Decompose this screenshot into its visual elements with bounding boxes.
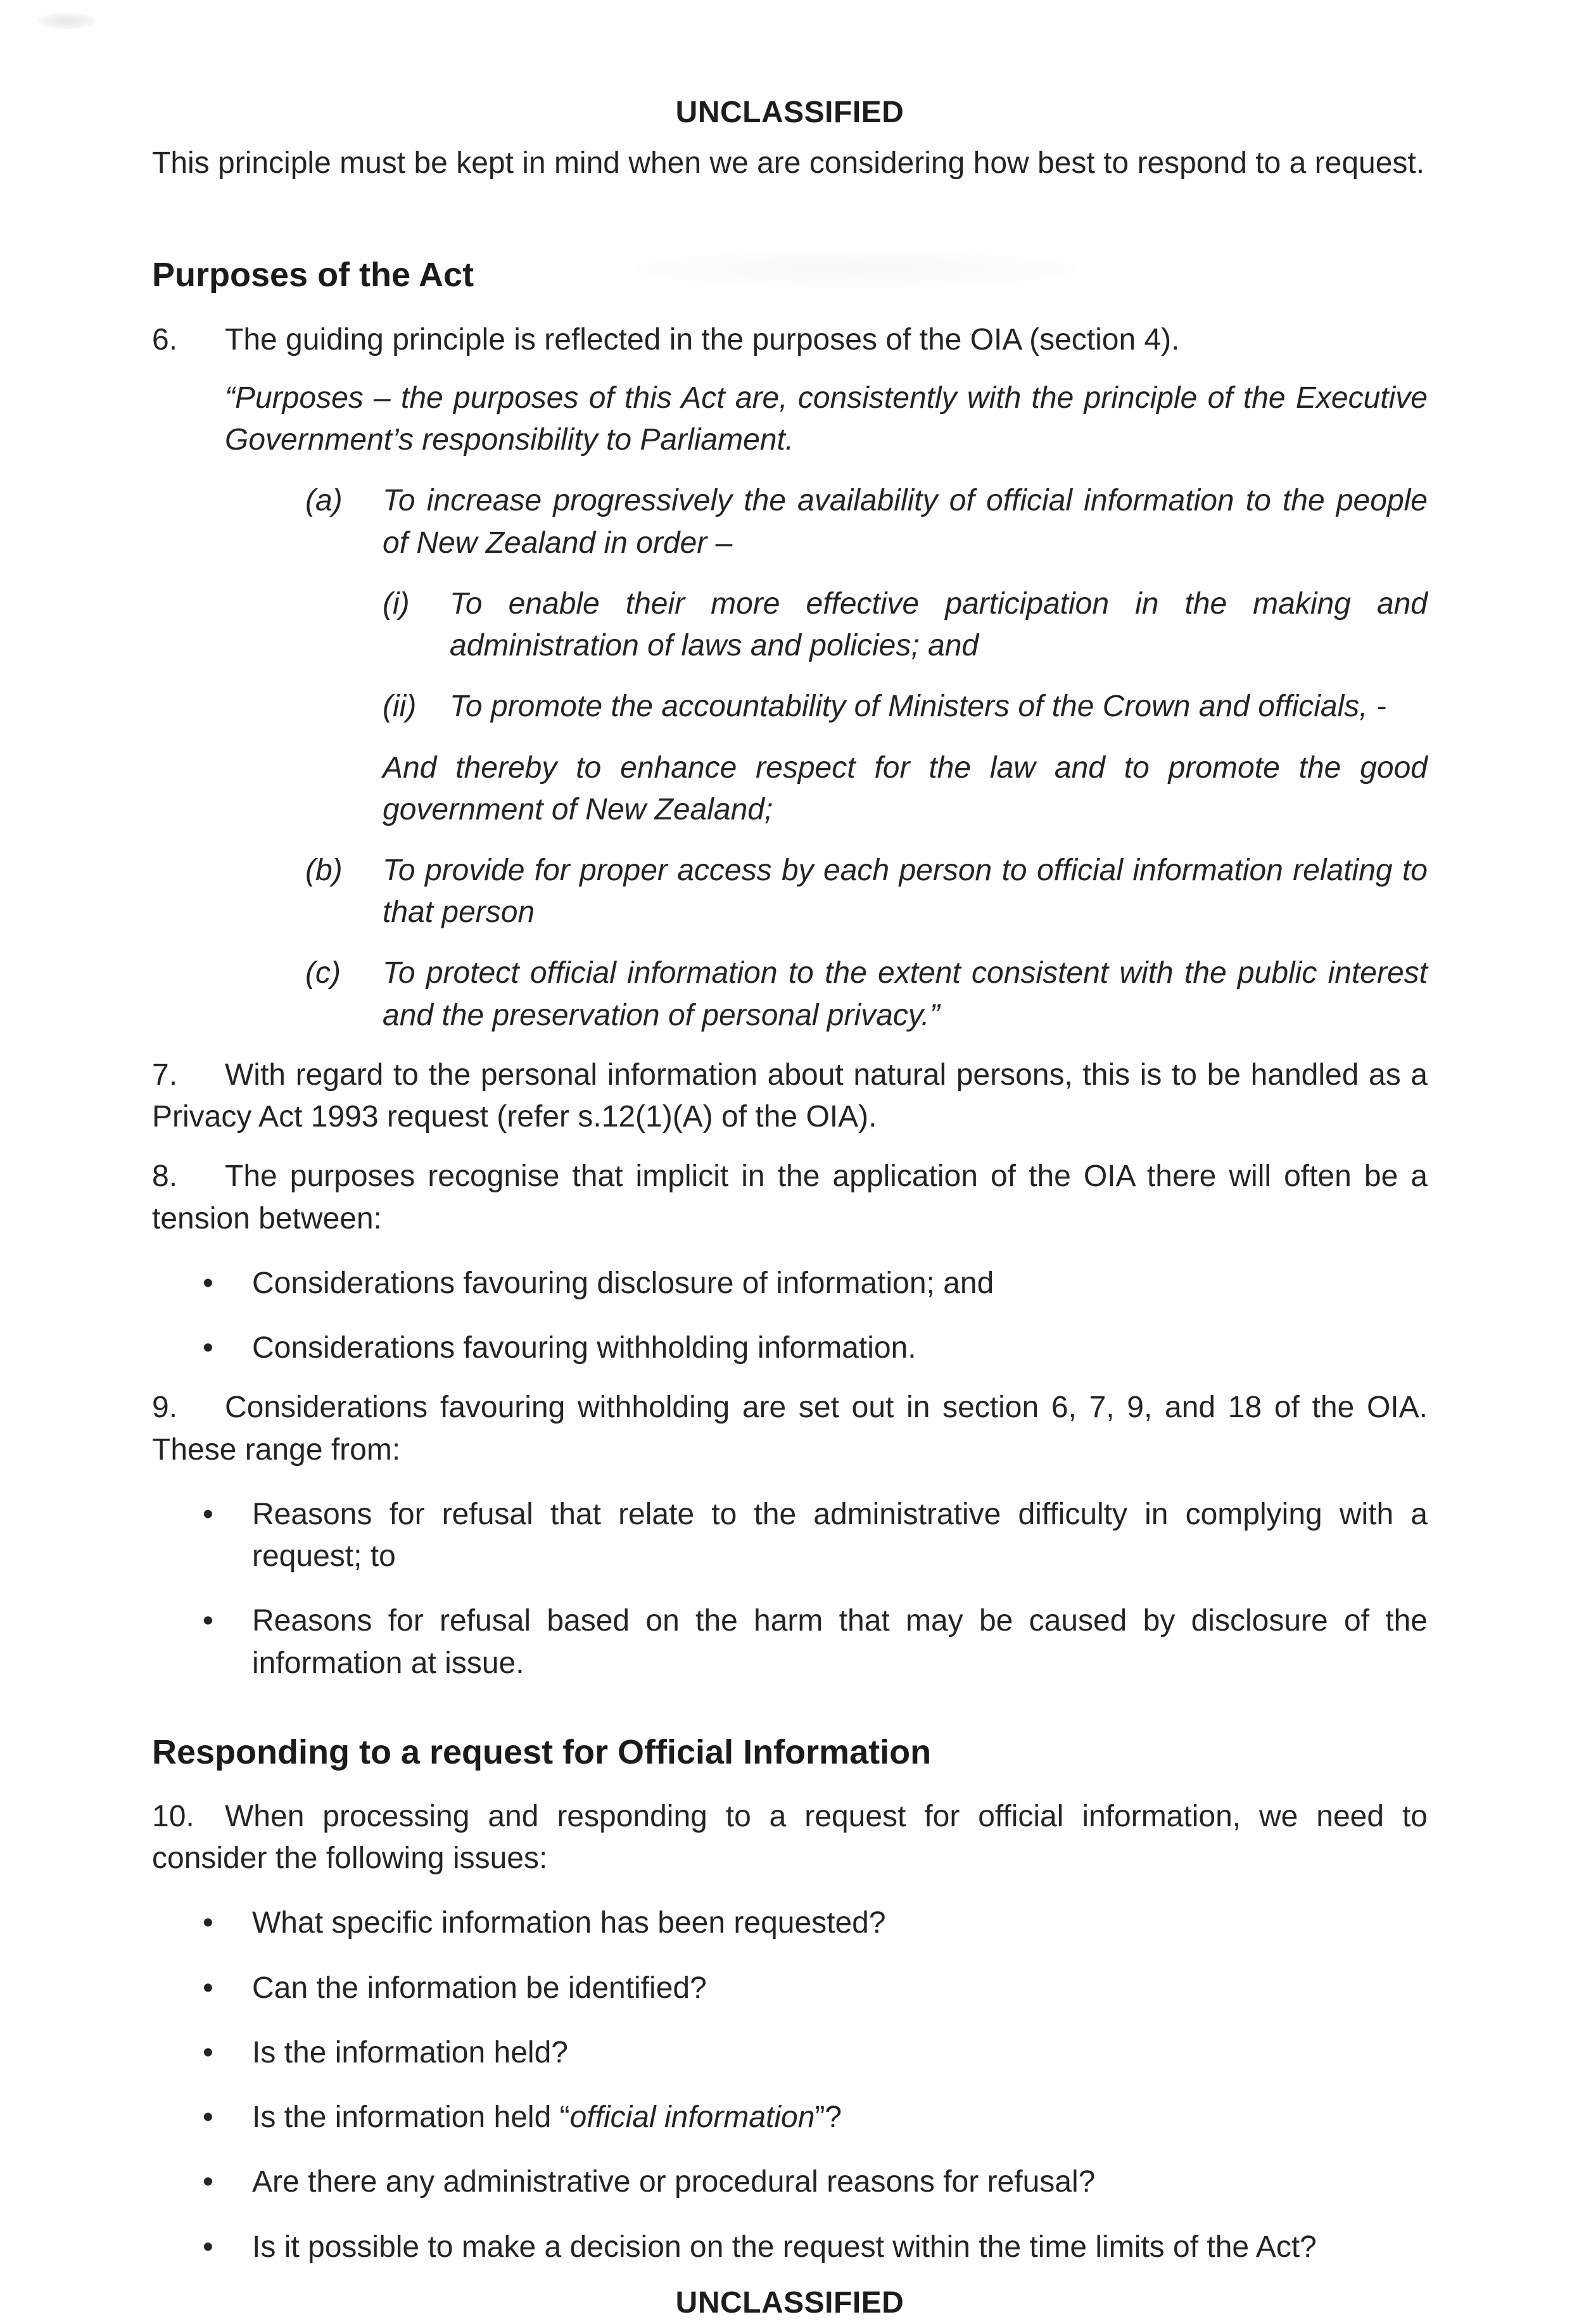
bullet-icon: • bbox=[203, 1971, 213, 2005]
paragraph-9-number: 9. bbox=[152, 1391, 178, 1425]
bullet-item-official-information bbox=[152, 2097, 1428, 2138]
bullet-icon: • bbox=[203, 2035, 213, 2069]
bullet-text-suffix: ”? bbox=[815, 2100, 842, 2135]
bullet-item-refusal-admin bbox=[152, 1494, 1428, 1577]
bullet-icon: • bbox=[203, 1497, 213, 1531]
classification-banner-top: UNCLASSIFIED bbox=[675, 96, 904, 129]
bullet-item-admin-reasons bbox=[152, 2161, 1428, 2203]
list-item-a-ii bbox=[152, 686, 1428, 728]
intro-paragraph: This principle must be kept in mind when we are considering how best to respond to a request. bbox=[152, 146, 1425, 180]
paragraph-7 bbox=[152, 1054, 1428, 1138]
bullet-item-disclosure bbox=[152, 1263, 1428, 1304]
section-heading-purposes: Purposes of the Act bbox=[152, 256, 474, 294]
bullet-icon: • bbox=[203, 1266, 213, 1300]
bullet-text: Reasons for refusal that relate to the administrative difficulty in complying with a request; to bbox=[252, 1497, 1428, 1574]
bullet-text: Can the information be identified? bbox=[252, 1971, 707, 2005]
bullet-text: What specific information has been requested? bbox=[252, 1906, 886, 1940]
paragraph-8-text: The purposes recognise that implicit in the application of the OIA there will often be a tension between: bbox=[152, 1159, 1428, 1235]
bullet-text: Reasons for refusal based on the harm that may be caused by disclosure of the information at issue. bbox=[252, 1604, 1428, 1680]
classification-banner-bottom: UNCLASSIFIED bbox=[675, 2285, 904, 2320]
bullet-icon: • bbox=[203, 2165, 213, 2199]
bullet-item-refusal-harm bbox=[152, 1600, 1428, 1684]
paragraph-8-number: 8. bbox=[152, 1159, 178, 1194]
paragraph-6-text: The guiding principle is reflected in the purposes of the OIA (section 4). bbox=[225, 322, 1180, 357]
section-heading-responding: Responding to a request for Official Information bbox=[152, 1733, 932, 1771]
paragraph-10-text: When processing and responding to a request for official information, we need to consider the following issues: bbox=[152, 1799, 1428, 1876]
paragraph-7-text: With regard to the personal information about natural persons, this is to be handled as a Privacy Act 1993 request (refer s.12(1)(A) of the OIA). bbox=[152, 1058, 1428, 1134]
bullet-item-what-requested bbox=[152, 1902, 1428, 1944]
scan-artifact bbox=[38, 13, 95, 29]
list-item-b bbox=[152, 850, 1428, 933]
bullet-text: Is the information held? bbox=[252, 2035, 568, 2069]
paragraph-9-text: Considerations favouring withholding are set out in section 6, 7, 9, and 18 of the OIA. These range from: bbox=[152, 1391, 1428, 1467]
paragraph-7-number: 7. bbox=[152, 1058, 178, 1092]
paragraph-8 bbox=[152, 1156, 1428, 1239]
bullet-icon: • bbox=[203, 2100, 213, 2135]
bullet-text: Considerations favouring withholding information. bbox=[252, 1331, 916, 1365]
list-item-a-i bbox=[152, 583, 1428, 667]
bullet-text-prefix: Is the information held “ bbox=[252, 2100, 570, 2135]
list-item-a-closing: And thereby to enhance respect for the law and to promote the good government of New Zealand; bbox=[383, 750, 1428, 826]
bullet-text bbox=[252, 2097, 1428, 2138]
list-item-b-label: (b) bbox=[305, 854, 343, 887]
bullet-text: Considerations favouring disclosure of information; and bbox=[252, 1266, 994, 1300]
bullet-item-withholding bbox=[152, 1327, 1428, 1369]
bullet-text-italic: official information bbox=[569, 2100, 815, 2135]
bullet-icon: • bbox=[203, 2230, 213, 2264]
paragraph-6-number: 6. bbox=[152, 322, 178, 357]
list-item-a-i-label: (i) bbox=[383, 586, 410, 621]
list-item-c bbox=[152, 952, 1428, 1036]
bullet-text: Are there any administrative or procedural reasons for refusal? bbox=[252, 2165, 1096, 2199]
list-item-a-ii-text: To promote the accountability of Ministers of the Crown and officials, - bbox=[450, 690, 1386, 724]
list-item-a-label: (a) bbox=[305, 484, 343, 518]
list-item-a bbox=[152, 480, 1428, 564]
bullet-item-held bbox=[152, 2032, 1428, 2074]
paragraph-10-number: 10. bbox=[152, 1799, 194, 1833]
bullet-icon: • bbox=[203, 1331, 213, 1365]
list-item-a-text: To increase progressively the availability of official information to the people of New Zealand in order – bbox=[383, 484, 1428, 560]
bullet-text: Is it possible to make a decision on the request within the time limits of the Act? bbox=[252, 2230, 1317, 2264]
list-item-b-text: To provide for proper access by each person to official information relating to that person bbox=[383, 854, 1428, 930]
quote-lead-paragraph: “Purposes – the purposes of this Act are, consistently with the principle of the Executive Government’s responsibility to Parliament. bbox=[225, 381, 1428, 457]
bullet-icon: • bbox=[203, 1604, 213, 1638]
bullet-icon: • bbox=[203, 1906, 213, 1940]
paragraph-10 bbox=[152, 1796, 1428, 1879]
paragraph-6 bbox=[152, 319, 1428, 361]
list-item-c-text: To protect official information to the extent consistent with the public interest and the preservation of personal privacy.” bbox=[383, 956, 1428, 1032]
list-item-c-label: (c) bbox=[305, 956, 341, 990]
paragraph-9 bbox=[152, 1387, 1428, 1470]
list-item-a-ii-label: (ii) bbox=[383, 690, 417, 724]
list-item-a-i-text: To enable their more effective participation in the making and administration of laws and policies; and bbox=[450, 586, 1428, 663]
bullet-item-identified bbox=[152, 1967, 1428, 2009]
bullet-item-time-limits bbox=[152, 2226, 1428, 2268]
